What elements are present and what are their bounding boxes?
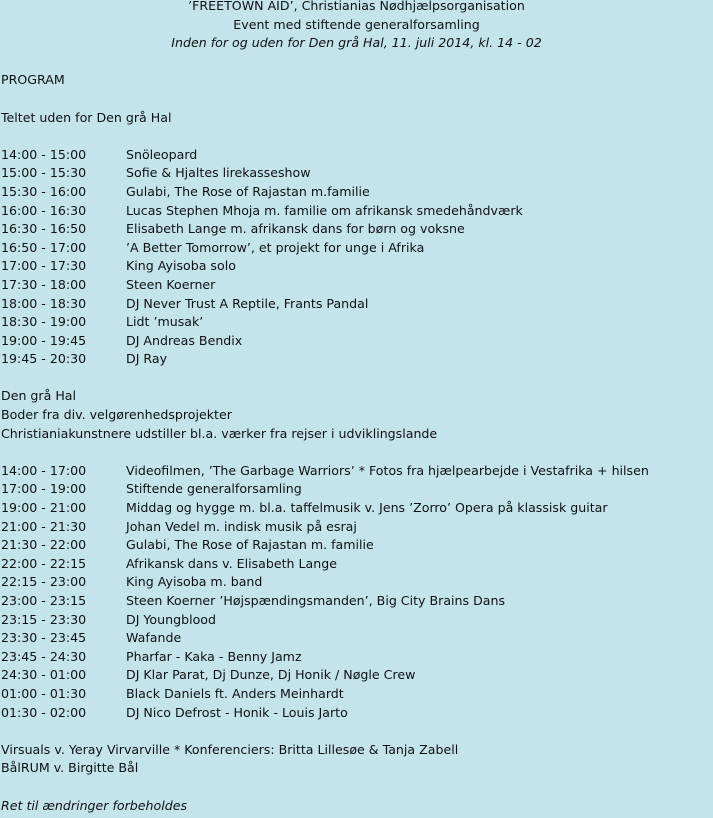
- schedule-act: DJ Klar Parat, Dj Dunze, Dj Honik / Nøgle Crew: [126, 667, 416, 683]
- program-heading: PROGRAM: [1, 72, 65, 88]
- schedule-act: Pharfar - Kaka - Benny Jamz: [126, 648, 302, 664]
- hall-section-heading: Den grå Hal: [1, 388, 77, 404]
- schedule-row: [0, 685, 713, 704]
- schedule-time: 15:00 - 15:30: [1, 165, 87, 181]
- hall-note: Boder fra div. velgørenhedsprojekter: [1, 407, 232, 423]
- schedule-time: 22:00 - 22:15: [1, 555, 87, 571]
- spacer: [0, 90, 713, 109]
- schedule-act: DJ Never Trust A Reptile, Frants Pandal: [126, 295, 369, 311]
- schedule-act: Videofilmen, ’The Garbage Warriors’ * Fotos fra hjælpearbejde i Vestafrika + hilsen: [126, 462, 649, 478]
- schedule-act: Steen Koerner: [126, 276, 216, 292]
- schedule-row: [0, 629, 713, 648]
- schedule-row: [0, 462, 713, 481]
- schedule-time: 21:00 - 21:30: [1, 518, 87, 534]
- schedule-row: [0, 295, 713, 314]
- schedule-time: 15:30 - 16:00: [1, 183, 87, 199]
- schedule-time: 01:00 - 01:30: [1, 685, 87, 701]
- schedule-act: Middag og hygge m. bl.a. taffelmusik v. Jens ’Zorro’ Opera på klassisk guitar: [126, 500, 608, 516]
- venue-date-line: Inden for og uden for Den grå Hal, 11. juli 2014, kl. 14 - 02: [171, 35, 542, 51]
- schedule-row: [0, 220, 713, 239]
- schedule-time: 16:50 - 17:00: [1, 239, 87, 255]
- hall-schedule: [0, 462, 713, 722]
- schedule-act: DJ Youngblood: [126, 611, 216, 627]
- spacer: [0, 369, 713, 388]
- schedule-act: King Ayisoba solo: [126, 258, 236, 274]
- schedule-act: King Ayisoba m. band: [126, 574, 263, 590]
- schedule-act: DJ Ray: [126, 351, 168, 367]
- schedule-row: [0, 499, 713, 518]
- disclaimer: Ret til ændringer forbeholdes: [1, 797, 188, 813]
- spacer: [0, 778, 713, 797]
- schedule-row: [0, 592, 713, 611]
- schedule-act: ’A Better Tomorrow’, et projekt for unge i Afrika: [126, 239, 425, 255]
- schedule-row: [0, 239, 713, 258]
- schedule-row: [0, 704, 713, 723]
- schedule-time: 23:45 - 24:30: [1, 648, 87, 664]
- schedule-row: [0, 555, 713, 574]
- schedule-time: 14:00 - 17:00: [1, 462, 87, 478]
- schedule-act: Elisabeth Lange m. afrikansk dans for børn og voksne: [126, 221, 465, 237]
- schedule-row: [0, 350, 713, 369]
- schedule-row: [0, 611, 713, 630]
- spacer: [0, 53, 713, 72]
- schedule-time: 17:30 - 18:00: [1, 276, 87, 292]
- schedule-row: [0, 202, 713, 221]
- schedule-time: 23:30 - 23:45: [1, 630, 87, 646]
- credits-line: Virsuals v. Yeray Virvarville * Konferenciers: Britta Lillesøe & Tanja Zabell: [1, 741, 459, 757]
- schedule-act: Stiftende generalforsamling: [126, 481, 302, 497]
- schedule-time: 24:30 - 01:00: [1, 667, 87, 683]
- schedule-time: 19:00 - 21:00: [1, 500, 87, 516]
- schedule-act: DJ Nico Defrost - Honik - Louis Jarto: [126, 704, 348, 720]
- schedule-row: [0, 183, 713, 202]
- tent-schedule: [0, 146, 713, 369]
- schedule-row: [0, 480, 713, 499]
- document-subtitle: Event med stiftende generalforsamling: [233, 16, 480, 32]
- schedule-time: 16:00 - 16:30: [1, 202, 87, 218]
- schedule-row: [0, 573, 713, 592]
- schedule-act: DJ Andreas Bendix: [126, 332, 243, 348]
- schedule-row: [0, 164, 713, 183]
- schedule-time: 17:00 - 19:00: [1, 481, 87, 497]
- schedule-time: 23:15 - 23:30: [1, 611, 87, 627]
- schedule-act: Lucas Stephen Mhoja m. familie om afrikansk smedehåndværk: [126, 202, 523, 218]
- spacer: [0, 127, 713, 146]
- schedule-act: Wafande: [126, 630, 182, 646]
- schedule-time: 14:00 - 15:00: [1, 146, 87, 162]
- tent-section-heading: Teltet uden for Den grå Hal: [1, 109, 172, 125]
- schedule-row: [0, 536, 713, 555]
- schedule-row: [0, 648, 713, 667]
- schedule-row: [0, 666, 713, 685]
- schedule-time: 22:15 - 23:00: [1, 574, 87, 590]
- credits-line: BålRUM v. Birgitte Bål: [1, 760, 139, 776]
- schedule-time: 23:00 - 23:15: [1, 593, 87, 608]
- schedule-row: [0, 146, 713, 165]
- schedule-row: [0, 313, 713, 332]
- hall-note: Christianiakunstnere udstiller bl.a. værker fra rejser i udviklingslande: [1, 425, 438, 441]
- schedule-act: Gulabi, The Rose of Rajastan m.familie: [126, 183, 370, 199]
- schedule-row: [0, 332, 713, 351]
- schedule-time: 19:00 - 19:45: [1, 332, 87, 348]
- schedule-act: Johan Vedel m. indisk musik på esraj: [126, 518, 357, 534]
- schedule-act: Lidt ’musak’: [126, 314, 204, 330]
- schedule-time: 18:30 - 19:00: [1, 314, 87, 330]
- spacer: [0, 443, 713, 462]
- schedule-act: Gulabi, The Rose of Rajastan m. familie: [126, 537, 374, 553]
- schedule-time: 19:45 - 20:30: [1, 351, 87, 367]
- document-title: ’FREETOWN AID’, Christianias Nødhjælpsorganisation: [188, 0, 525, 13]
- schedule-time: 16:30 - 16:50: [1, 221, 87, 237]
- schedule-row: [0, 257, 713, 276]
- schedule-act: Afrikansk dans v. Elisabeth Lange: [126, 555, 337, 571]
- schedule-time: 17:00 - 17:30: [1, 258, 87, 274]
- schedule-time: 18:00 - 18:30: [1, 295, 87, 311]
- schedule-act: Steen Koerner ’Højspændingsmanden’, Big City Brains Dans: [126, 593, 506, 608]
- schedule-act: Sofie & Hjaltes lirekasseshow: [126, 165, 311, 181]
- schedule-row: [0, 518, 713, 537]
- spacer: [0, 722, 713, 741]
- schedule-row: [0, 276, 713, 295]
- schedule-time: 01:30 - 02:00: [1, 704, 87, 720]
- schedule-time: 21:30 - 22:00: [1, 537, 87, 553]
- schedule-act: Snöleopard: [126, 146, 198, 162]
- schedule-act: Black Daniels ft. Anders Meinhardt: [126, 685, 344, 701]
